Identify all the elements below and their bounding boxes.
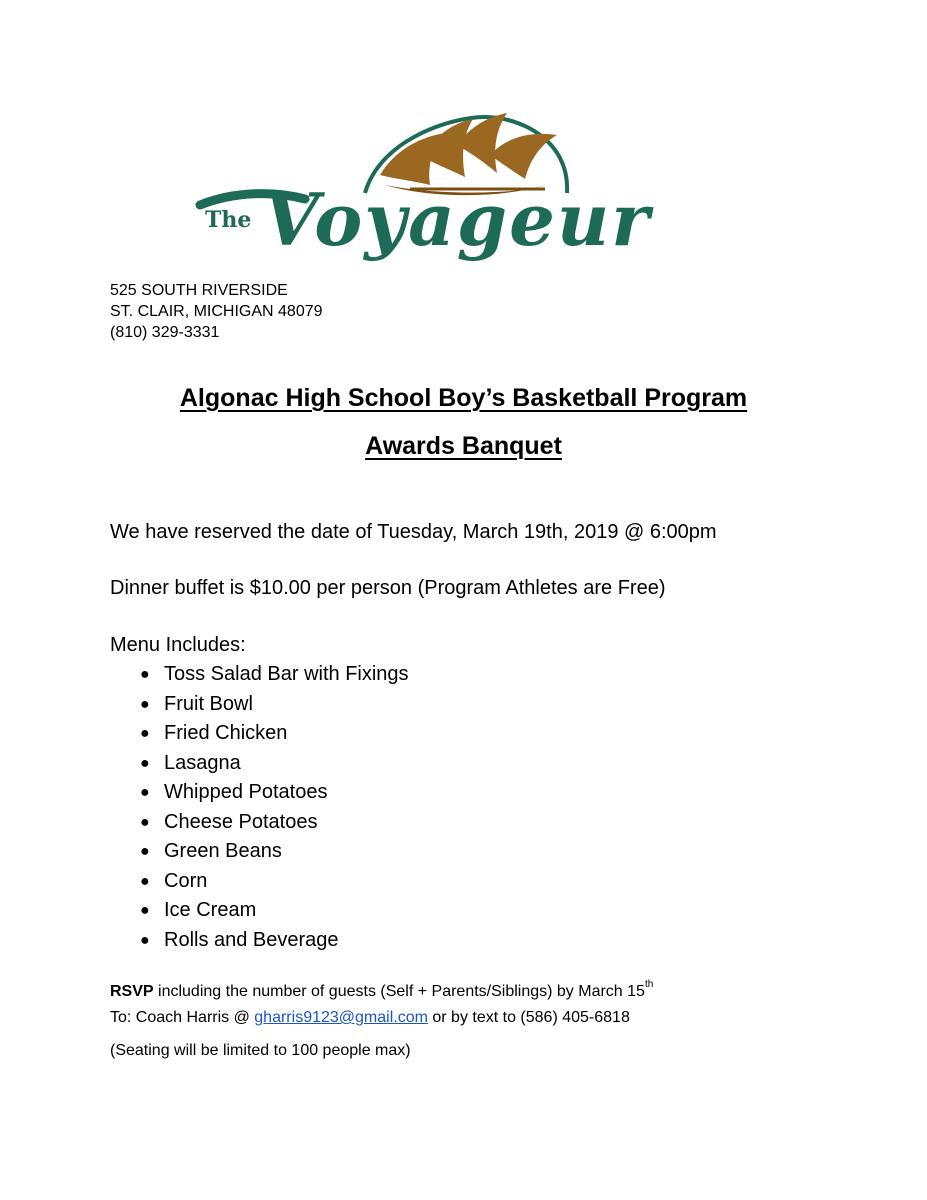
list-item: ● Rolls and Beverage [110,926,409,956]
bullet-icon: ● [140,695,150,713]
bullet-icon: ● [140,872,150,890]
address-phone: (810) 329-3331 [110,324,220,341]
bullet-icon: ● [140,813,150,831]
list-item: ● Cheese Potatoes [110,808,409,838]
event-subtitle: Awards Banquet [365,432,562,460]
voyageur-logo [195,105,735,265]
address-street: 525 SOUTH RIVERSIDE [110,282,288,299]
bullet-icon: ● [140,754,150,772]
list-item: ● Green Beans [110,837,409,867]
address-block [110,280,323,343]
date-line: We have reserved the date of Tuesday, March 19th, 2019 @ 6:00pm [110,521,717,543]
address-city: ST. CLAIR, MICHIGAN 48079 [110,303,323,320]
bullet-icon: ● [140,902,150,919]
bullet-icon: ● [140,666,150,683]
logo-the-text: The [205,207,252,233]
list-item: ● Whipped Potatoes [110,778,409,808]
list-item: ● Toss Salad Bar with Fixings [110,660,409,690]
rsvp-line [110,975,653,1002]
price-line: Dinner buffet is $10.00 per person (Program Athletes are Free) [110,577,666,599]
bullet-icon: ● [140,784,150,801]
contact-prefix: To: Coach Harris @ [110,1009,255,1026]
logo-brand-text: Voyageur [263,177,652,262]
rsvp-label: RSVP [110,983,154,1000]
list-item: ● Corn [110,867,409,897]
list-item: ● Fruit Bowl [110,690,409,720]
list-item: ● Ice Cream [110,896,409,926]
event-title: Algonac High School Boy’s Basketball Program [179,384,748,412]
email-link[interactable]: gharris9123@gmail.com [254,1009,428,1026]
rsvp-suffix: th [644,979,654,990]
menu-label: Menu Includes: [110,634,246,656]
menu-list [110,660,409,955]
list-item: ● Fried Chicken [110,719,409,749]
contact-line [110,1008,630,1028]
list-item: ● Lasagna [110,749,409,779]
bullet-icon: ● [140,843,150,860]
contact-suffix: or by text to (586) 405-6818 [427,1009,630,1026]
rsvp-text: including the number of guests (Self + Parents/Siblings) by March 15 [153,983,645,1000]
bullet-icon: ● [140,931,150,949]
logo-sail-4 [490,134,557,179]
seating-note: (Seating will be limited to 100 people max) [110,1042,411,1059]
bullet-icon: ● [140,725,150,742]
